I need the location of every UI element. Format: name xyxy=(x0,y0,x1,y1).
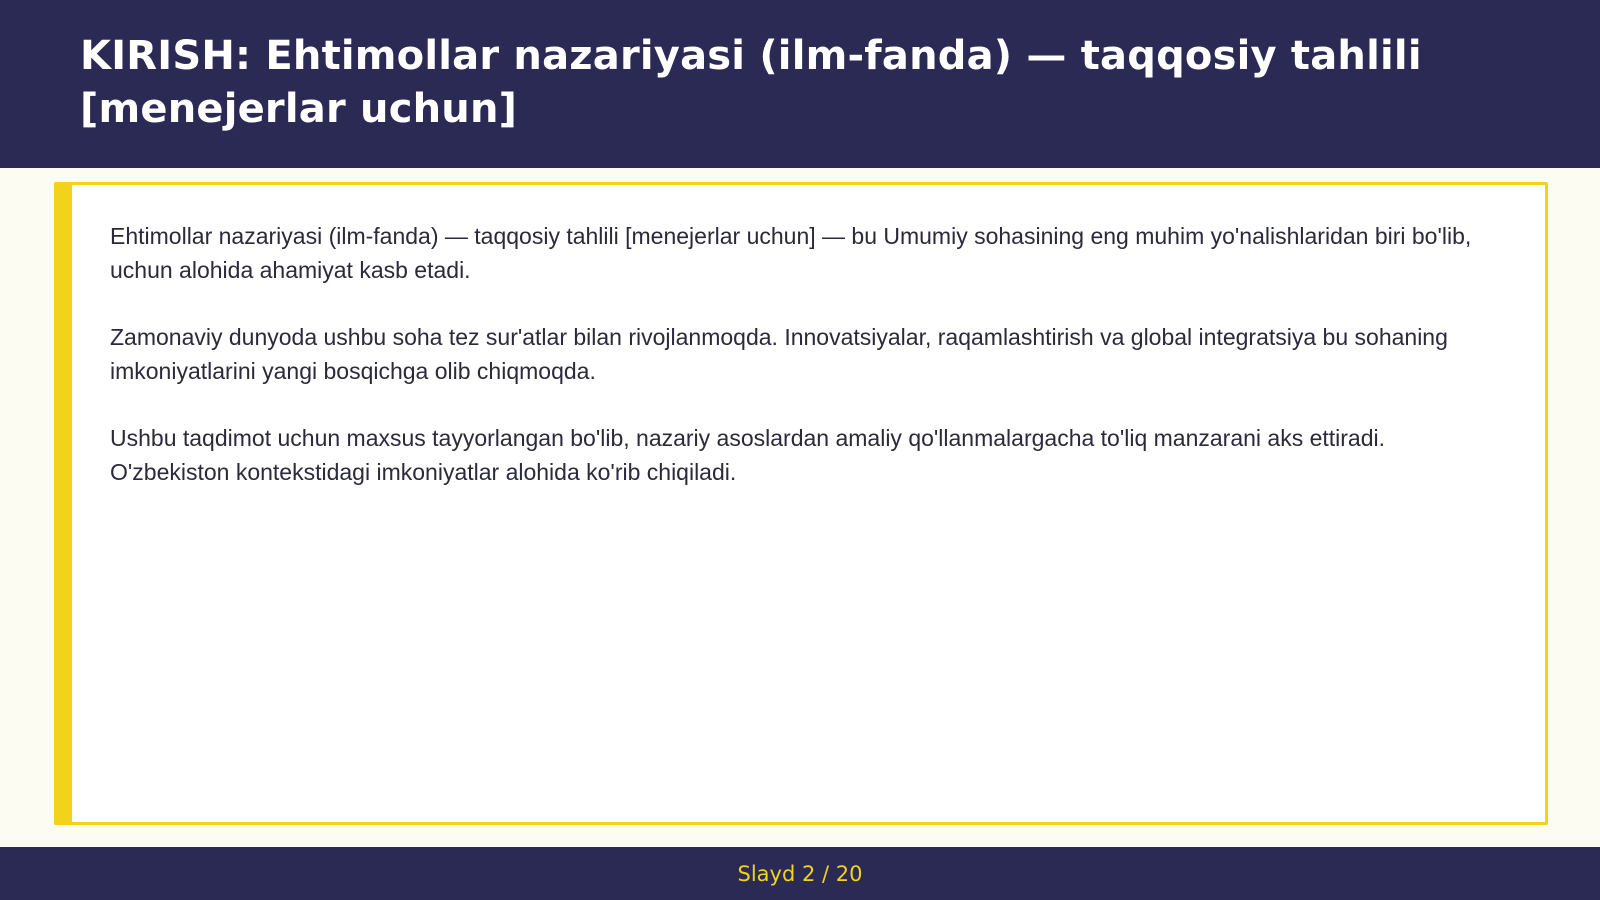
slide-title: KIRISH: Ehtimollar nazariyasi (ilm-fanda) — taqqosiy tahlili [menejerlar uchun] xyxy=(80,33,1422,132)
intro-paragraph: Ehtimollar nazariyasi (ilm-fanda) — taqqosiy tahlili [menejerlar uchun] — bu Umumiy sohasining eng muhim yo'nalishlaridan biri bo'lib, uchun alohida ahamiyat kasb etadi. xyxy=(110,223,1472,283)
content-panel xyxy=(54,182,1548,825)
slide-header xyxy=(0,0,1600,168)
slide-footer xyxy=(0,847,1600,900)
modern-world-paragraph: Zamonaviy dunyoda ushbu soha tez sur'atlar bilan rivojlanmoqda. Innovatsiyalar, raqamlashtirish va global integratsiya bu sohaning imkoniyatlarini yangi bosqichga olib chiqmoqda. xyxy=(110,324,1448,384)
slide-counter: Slayd 2 / 20 xyxy=(737,861,863,886)
presentation-purpose-paragraph: Ushbu taqdimot uchun maxsus tayyorlangan bo'lib, nazariy asoslardan amaliy qo'llanmalargacha to'liq manzarani aks ettiradi. O'zbekiston kontekstidagi imkoniyatlar alohida ko'rib chiqiladi. xyxy=(110,425,1386,485)
